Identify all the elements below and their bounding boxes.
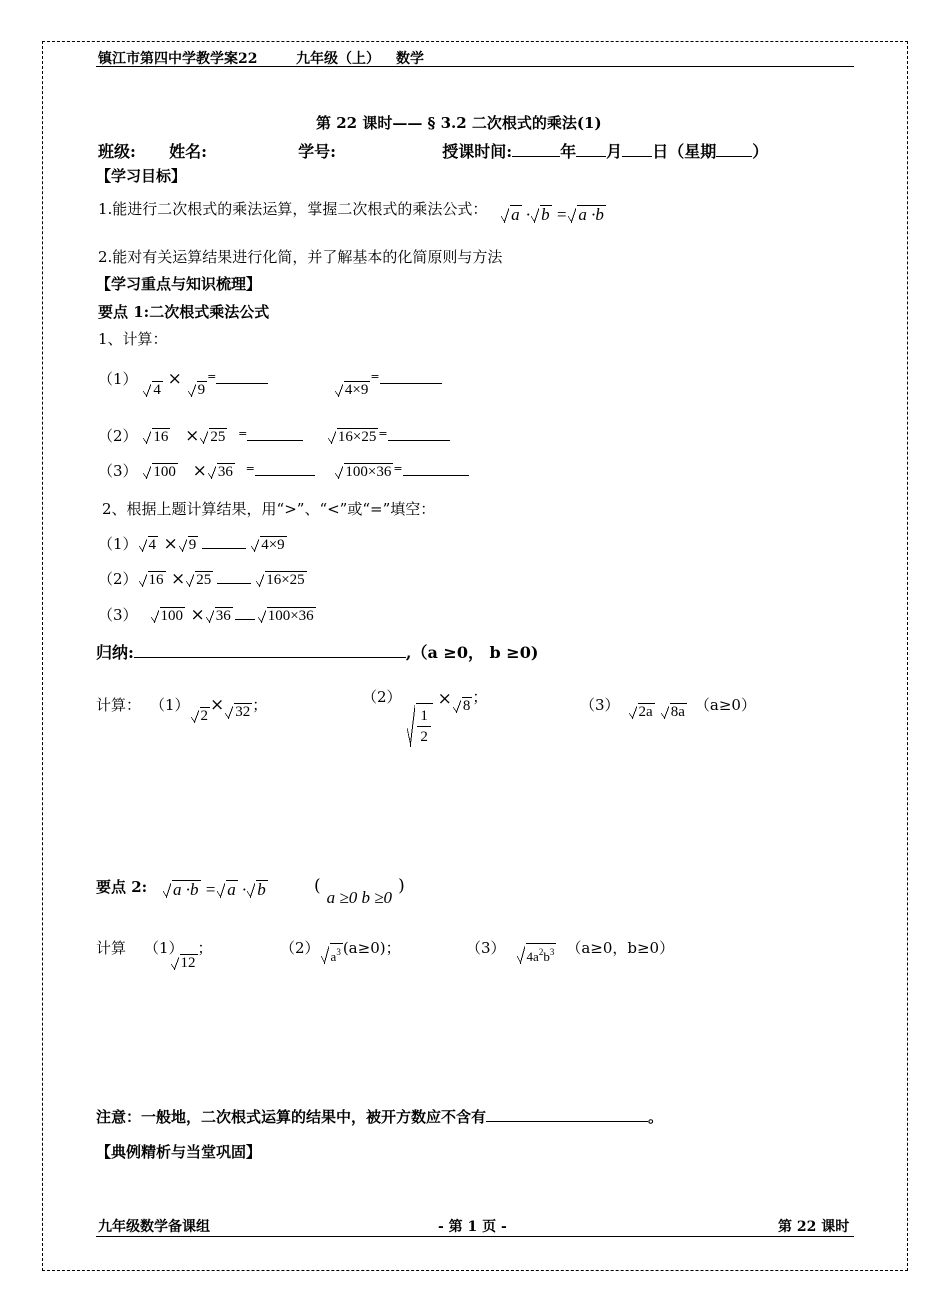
focus-heading: 【学习重点与知识梳理】 — [96, 275, 262, 293]
month-label: 月 — [606, 142, 623, 161]
footer-left: 九年级数学备课组 — [98, 1219, 210, 1235]
q1-item-3: （3） 100 × 36 = 100×36 = — [98, 460, 469, 481]
point2-calc-1: （1）12； — [144, 939, 213, 971]
induce-blank[interactable] — [134, 656, 406, 658]
note-text: 注意：一般地，二次根式运算的结果中，被开方数应不含有 — [96, 1108, 487, 1126]
point1-heading: 要点 1:二次根式乘法公式 — [98, 303, 270, 321]
header-grade: 九年级（上） — [296, 51, 380, 67]
goal-1-text: 1.能进行二次根式的乘法运算，掌握二次根式的乘法公式： — [98, 200, 488, 218]
footer-right: 第 22 课时 — [778, 1219, 850, 1235]
q2-item-3: （3） 100 × 36 100×36 — [98, 605, 314, 625]
header-school: 镇江市第四中学教学案22 — [98, 51, 258, 67]
q1-item-1: （1） 4 × 9= 4×9= — [98, 368, 442, 399]
calc-label: 计算： — [96, 696, 142, 714]
q1-3-blank-a[interactable] — [255, 474, 315, 476]
induce-line — [96, 640, 538, 663]
q2-item-2: （2） 16 × 25 16×25 — [98, 569, 305, 589]
point2-calc-2: （2） $a^3$ (a≥0)； — [280, 939, 401, 964]
point2-heading: 要点 2: — [96, 878, 148, 896]
goals-heading: 【学习目标】 — [96, 167, 187, 185]
induce-cond: ,（a ≥0， b ≥0) — [405, 643, 539, 662]
class-label: 班级: — [98, 142, 136, 161]
header-subject: 数学 — [396, 51, 424, 67]
examples-heading: 【典例精析与当堂巩固】 — [96, 1143, 262, 1161]
footer-rule — [96, 1236, 854, 1237]
name-label: 姓名: — [169, 142, 207, 161]
q1-2-blank-a[interactable] — [247, 439, 303, 441]
time-label: 授课时间: — [442, 142, 513, 161]
q1-3-blank-b[interactable] — [403, 474, 469, 476]
q1-item-2: （2） 16 × 25 = 16×25 = — [98, 425, 450, 446]
info-close: ） — [752, 142, 769, 161]
q2-2-blank[interactable] — [217, 582, 251, 584]
info-line — [98, 139, 768, 162]
goal-2: 2.能对有关运算结果进行化简，并了解基本的化简原则与方法 — [98, 248, 503, 266]
point2-formula: a ·b = a · b — [162, 880, 268, 900]
year-blank[interactable] — [512, 155, 560, 157]
q1-1-blank-a[interactable] — [216, 382, 268, 384]
q2-label: 2、根据上题计算结果，用“>”、“<”或“=”填空： — [102, 500, 436, 518]
note-line — [96, 1106, 663, 1127]
note-blank[interactable] — [486, 1120, 648, 1122]
lesson-title: 第 22 课时—— § 3.2 二次根式的乘法(1) — [316, 114, 602, 132]
q1-1-blank-b[interactable] — [380, 382, 442, 384]
id-label: 学号: — [298, 142, 337, 161]
calc-2: （2） $\frac{1}{2}$ × 8 ； — [362, 688, 488, 746]
induce-label: 归纳: — [96, 643, 134, 662]
point2-cond: (a ≥0 b ≥0) — [314, 876, 405, 907]
header-rule — [96, 66, 854, 67]
year-label: 年 — [560, 142, 577, 161]
day-blank[interactable] — [622, 155, 652, 157]
footer-page: - 第 1 页 - — [438, 1219, 507, 1235]
calc-3: （3） 2a 8a （a≥0） — [580, 696, 756, 720]
q1-2-blank-b[interactable] — [388, 439, 450, 441]
goal-1 — [98, 198, 606, 225]
calc-1: （1）2× 32 ； — [150, 695, 268, 724]
point2-calc-label: 计算 — [96, 939, 127, 957]
month-blank[interactable] — [576, 155, 606, 157]
q2-1-blank[interactable] — [202, 547, 246, 549]
mult-formula: a · b = a ·b — [500, 205, 606, 225]
q2-item-1: （1） 4 × 9 4×9 — [98, 534, 285, 554]
day-label: 日（星期 — [652, 142, 717, 161]
q2-3-blank[interactable] — [235, 618, 255, 620]
q1-label: 1、计算： — [98, 330, 168, 348]
point2-calc-3: （3） $4a^2b^3$ （a≥0，b≥0） — [466, 939, 675, 964]
note-end: 。 — [648, 1108, 664, 1126]
weekday-blank[interactable] — [716, 155, 752, 157]
